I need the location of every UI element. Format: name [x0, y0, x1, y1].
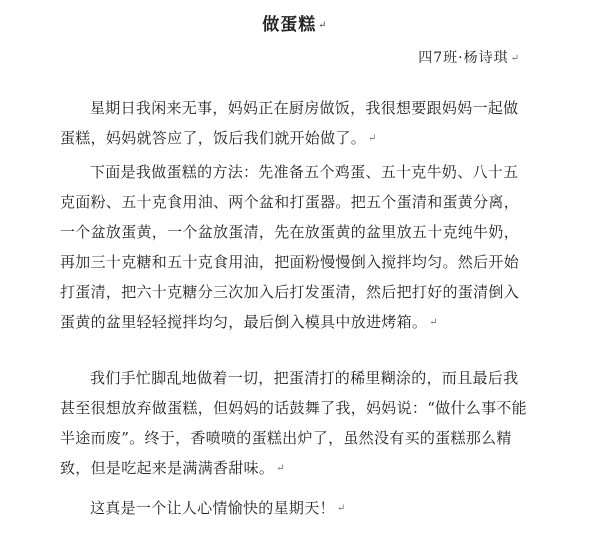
paragraph-mark-icon: ↵: [336, 503, 346, 514]
paragraph-3: [60, 363, 530, 484]
paragraph-mark-icon: ↵: [368, 133, 377, 144]
author-byline: [418, 47, 520, 67]
paragraph-mark-icon: ↵: [318, 20, 328, 31]
paragraph-text: 星期日我闲来无事，妈妈正在厨房做饭，我很想要跟妈妈一起做蛋糕，妈妈就答应了，饭后我们就开始做了。: [60, 99, 519, 147]
document-title: [0, 10, 590, 35]
title-text: 做蛋糕: [262, 15, 317, 35]
byline-text: 四7班·杨诗琪: [418, 50, 509, 66]
paragraph-1: [60, 93, 530, 154]
paragraph-text: 我们手忙脚乱地做着一切，把蛋清打的稀里糊涂的，而且最后我甚至很想放弃做蛋糕，但妈妈的话鼓舞了我，妈妈说：“做什么事不能半途而废”。终于，香喷喷的蛋糕出炉了，虽然没有买的蛋糕那么精致，但是吃起来是满满香甜味。: [60, 369, 527, 477]
paragraph-text: 这真是一个让人心情愉快的星期天！: [90, 499, 335, 517]
paragraph-2: [60, 157, 530, 338]
paragraph-text: 下面是我做蛋糕的方法：先准备五个鸡蛋、五十克牛奶、八十五克面粉、五十克食用油、两个盆和打蛋器。把五个蛋清和蛋黄分离，一个盆放蛋黄，一个盆放蛋清，先在放蛋黄的盆里放五十克纯牛奶，再加三十克糖和五十克食用油，把面粉慢慢倒入搅拌均匀。然后开始打蛋清，把六十克糖分三次加入后打发蛋清，然后把打好的蛋清倒入蛋黄的盆里轻轻搅拌均匀，最后倒入模具中放进烤箱。: [60, 163, 520, 331]
paragraph-mark-icon: ↵: [429, 317, 438, 328]
paragraph-4: [60, 493, 530, 524]
paragraph-mark-icon: ↵: [276, 463, 285, 474]
paragraph-mark-icon: ↵: [510, 52, 520, 64]
